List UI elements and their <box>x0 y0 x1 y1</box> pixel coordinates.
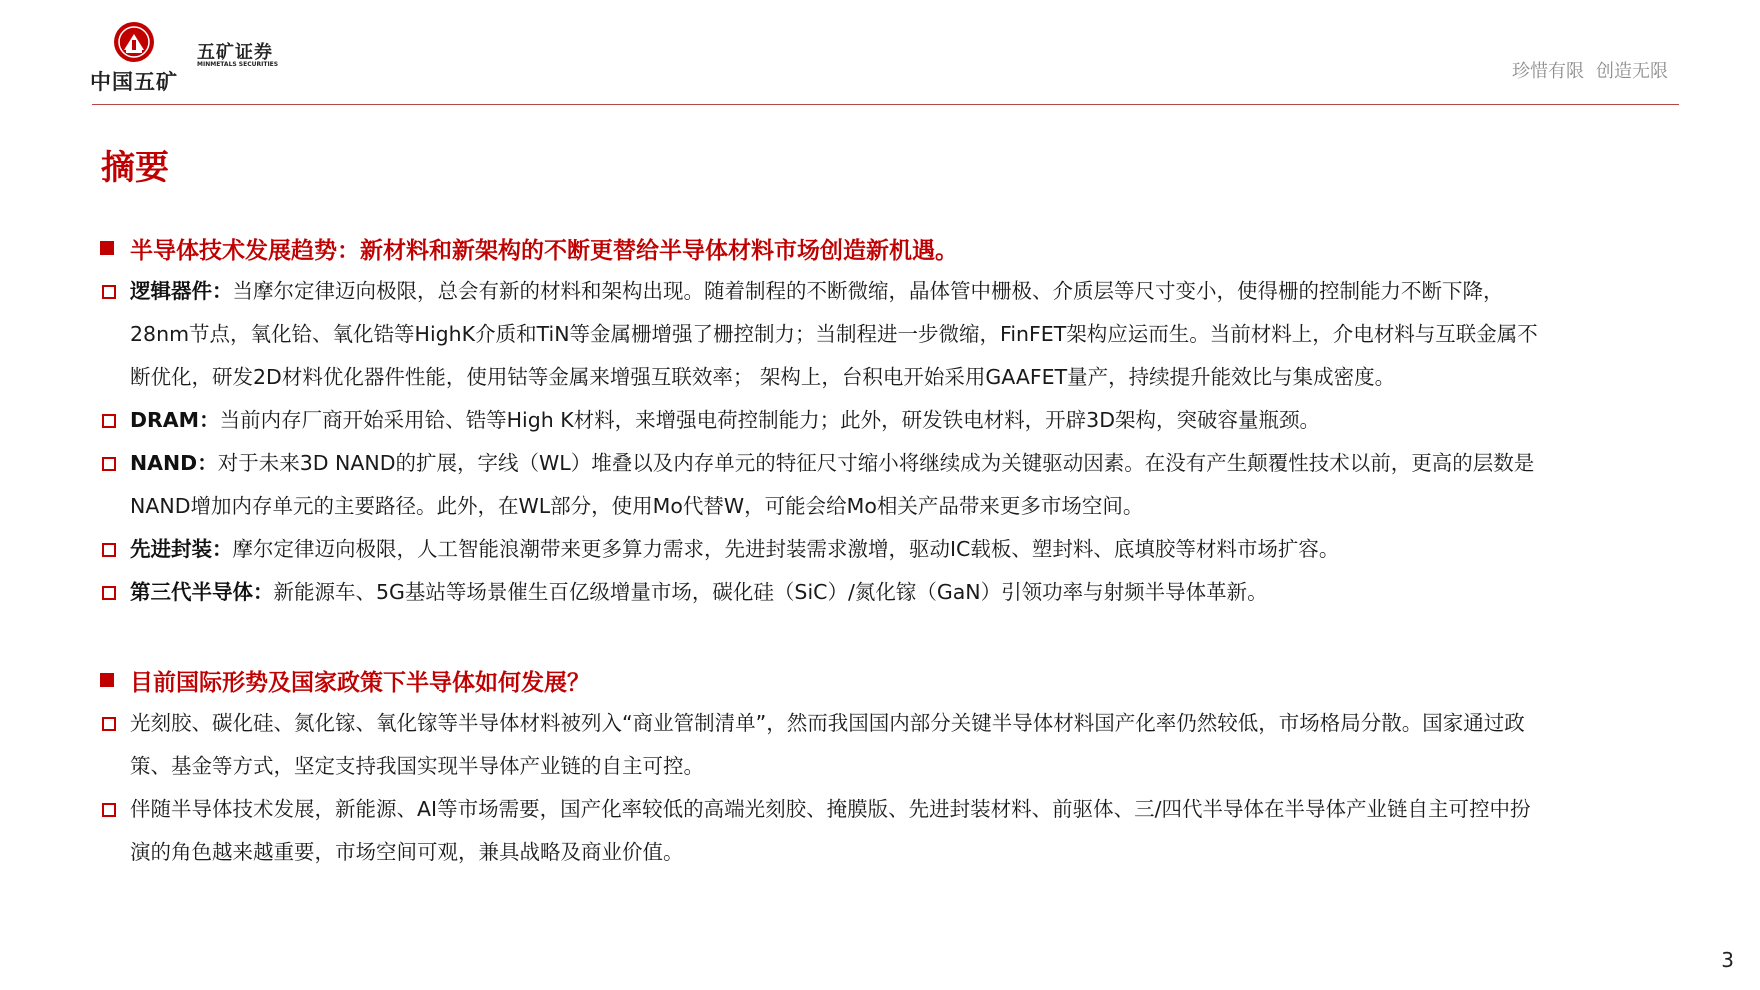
item-label: 先进封装： <box>130 537 233 561</box>
section-tech-trends <box>100 226 1680 614</box>
hollow-square-icon <box>102 285 116 299</box>
hollow-square-icon <box>102 543 116 557</box>
item-label: NAND： <box>130 451 218 475</box>
item-label: DRAM： <box>130 408 220 432</box>
section-heading <box>100 658 1680 702</box>
page-header <box>0 0 1760 110</box>
hollow-square-icon <box>102 457 116 471</box>
hollow-square-icon <box>102 803 116 817</box>
item-text: 伴随半导体技术发展，新能源、AI等市场需要，国产化率较低的高端光刻胶、掩膜版、先进封装材料、前驱体、三/四代半导体在半导体产业链自主可控中扮 <box>130 797 1531 821</box>
item-text: 摩尔定律迈向极限，人工智能浪潮带来更多算力需求，先进封装需求激增，驱动IC载板、塑封料、底填胶等材料市场扩容。 <box>232 537 1340 561</box>
company-name-en: MINMETALS SECURITIES <box>197 61 279 68</box>
item-text: 断优化，研发2D材料优化器件性能，使用钴等金属来增强互联效率； 架构上，台积电开始采用GAAFET量产，持续提升能效比与集成密度。 <box>130 365 1396 389</box>
slogan-part-1: 珍惜有限 <box>1512 61 1584 82</box>
item-text: 策、基金等方式，坚定支持我国实现半导体产业链的自主可控。 <box>130 754 704 778</box>
logo-main-text: 中国五矿 <box>90 70 178 94</box>
item-text: 对于未来3D NAND的扩展，字线（WL）堆叠以及内存单元的特征尺寸缩小将继续成为关键驱动因素。在没有产生颠覆性技术以前，更高的层数是 <box>217 451 1535 475</box>
item-label: 逻辑器件： <box>130 279 233 303</box>
slogan-part-2: 创造无限 <box>1596 61 1668 82</box>
china-minmetals-emblem-icon <box>112 20 156 64</box>
item-text: 新能源车、5G基站等场景催生百亿级增量市场，碳化硅（SiC）/氮化镓（GaN）引领功率与射频半导体革新。 <box>273 580 1268 604</box>
list-item-market <box>100 788 1680 874</box>
list-item-third-gen <box>100 571 1680 614</box>
header-divider <box>92 104 1679 105</box>
section-heading-text: 目前国际形势及国家政策下半导体如何发展？ <box>130 669 590 696</box>
item-text: 当摩尔定律迈向极限，总会有新的材料和架构出现。随着制程的不断微缩，晶体管中栅极、介质层等尺寸变小，使得栅的控制能力不断下降， <box>232 279 1504 303</box>
hollow-square-icon <box>102 586 116 600</box>
section-heading <box>100 226 1680 270</box>
item-text: NAND增加内存单元的主要路径。此外，在WL部分，使用Mo代替W，可能会给Mo相关产品带来更多市场空间。 <box>130 494 1144 518</box>
company-name-cn: 五矿证券 <box>197 42 273 63</box>
item-text: 演的角色越来越重要，市场空间可观，兼具战略及商业价值。 <box>130 840 684 864</box>
item-text: 28nm节点，氧化铪、氧化锆等HighK介质和TiN等金属栅增强了栅控制力；当制程进一步微缩，FinFET架构应运而生。当前材料上，介电材料与互联金属不 <box>130 322 1538 346</box>
list-item-controls <box>100 702 1680 788</box>
filled-square-icon <box>100 241 114 255</box>
item-text: 光刻胶、碳化硅、氮化镓、氧化镓等半导体材料被列入“商业管制清单”，然而我国国内部分关键半导体材料国产化率仍然较低，市场格局分散。国家通过政 <box>130 711 1525 735</box>
list-item-packaging <box>100 528 1680 571</box>
filled-square-icon <box>100 673 114 687</box>
list-item-nand <box>100 442 1680 528</box>
item-text: 当前内存厂商开始采用铪、锆等High K材料，来增强电荷控制能力；此外，研发铁电材料，开辟3D架构，突破容量瓶颈。 <box>219 408 1320 432</box>
slogan <box>1512 57 1668 83</box>
item-label: 第三代半导体： <box>130 580 274 604</box>
hollow-square-icon <box>102 414 116 428</box>
list-item-dram <box>100 399 1680 442</box>
page-title: 摘要 <box>101 148 169 188</box>
hollow-square-icon <box>102 717 116 731</box>
list-item-logic <box>100 270 1680 399</box>
page-number: 3 <box>1721 948 1734 972</box>
section-policy <box>100 658 1680 874</box>
section-heading-text: 半导体技术发展趋势：新材料和新架构的不断更替给半导体材料市场创造新机遇。 <box>130 237 958 264</box>
